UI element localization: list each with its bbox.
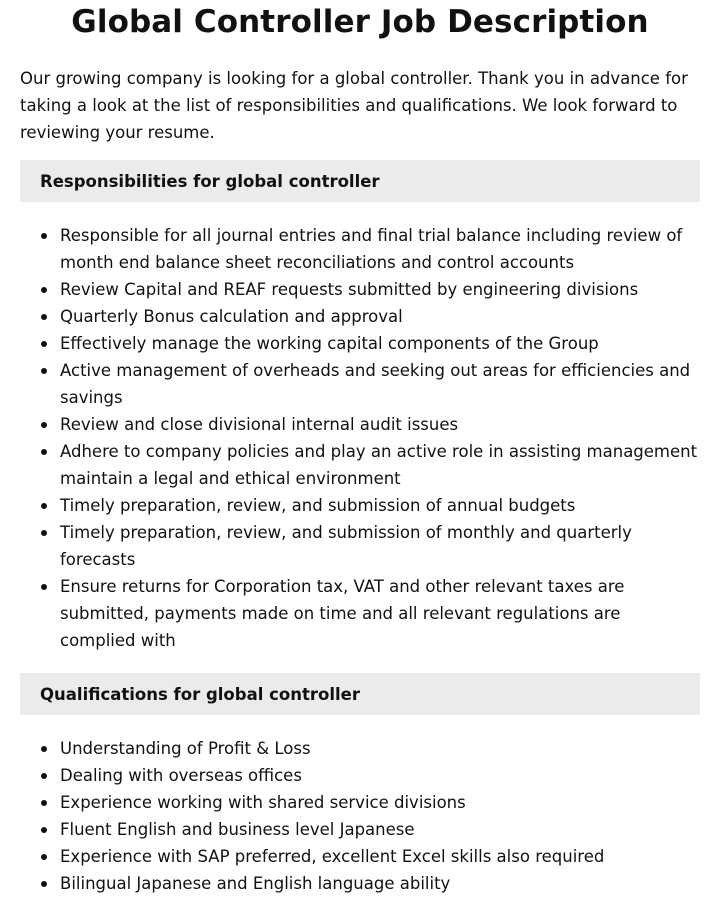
list-item: Review and close divisional internal audit issues — [60, 411, 700, 438]
list-item: Active management of overheads and seeking out areas for efficiencies and savings — [60, 357, 700, 411]
list-item: Timely preparation, review, and submission of monthly and quarterly forecasts — [60, 519, 700, 573]
intro-paragraph: Our growing company is looking for a global controller. Thank you in advance for taking a look at the list of responsibilities and qualifications. We look forward to reviewing your resume. — [20, 69, 688, 142]
list-item: Dealing with overseas offices — [60, 762, 700, 789]
list-item: Fluent English and business level Japanese — [60, 816, 700, 843]
list-item: Review Capital and REAF requests submitted by engineering divisions — [60, 276, 700, 303]
responsibilities-heading: Responsibilities for global controller — [40, 171, 380, 191]
qualifications-list — [20, 735, 700, 897]
list-item: Quarterly Bonus calculation and approval — [60, 303, 700, 330]
qualifications-header — [20, 673, 700, 715]
responsibilities-list — [20, 222, 700, 654]
list-item: Ensure returns for Corporation tax, VAT and other relevant taxes are submitted, payments made on time and all relevant regulations are complied with — [60, 573, 700, 654]
list-item: Understanding of Profit & Loss — [60, 735, 700, 762]
qualifications-heading: Qualifications for global controller — [40, 684, 360, 704]
list-item: Experience with SAP preferred, excellent Excel skills also required — [60, 843, 700, 870]
list-item: Adhere to company policies and play an active role in assisting management maintain a legal and ethical environment — [60, 438, 700, 492]
list-item: Bilingual Japanese and English language ability — [60, 870, 700, 897]
list-item: Effectively manage the working capital components of the Group — [60, 330, 700, 357]
responsibilities-header — [20, 160, 700, 202]
list-item: Experience working with shared service divisions — [60, 789, 700, 816]
page-title: Global Controller Job Description — [71, 4, 649, 40]
list-item: Timely preparation, review, and submission of annual budgets — [60, 492, 700, 519]
list-item: Responsible for all journal entries and final trial balance including review of month end balance sheet reconciliations and control accounts — [60, 222, 700, 276]
